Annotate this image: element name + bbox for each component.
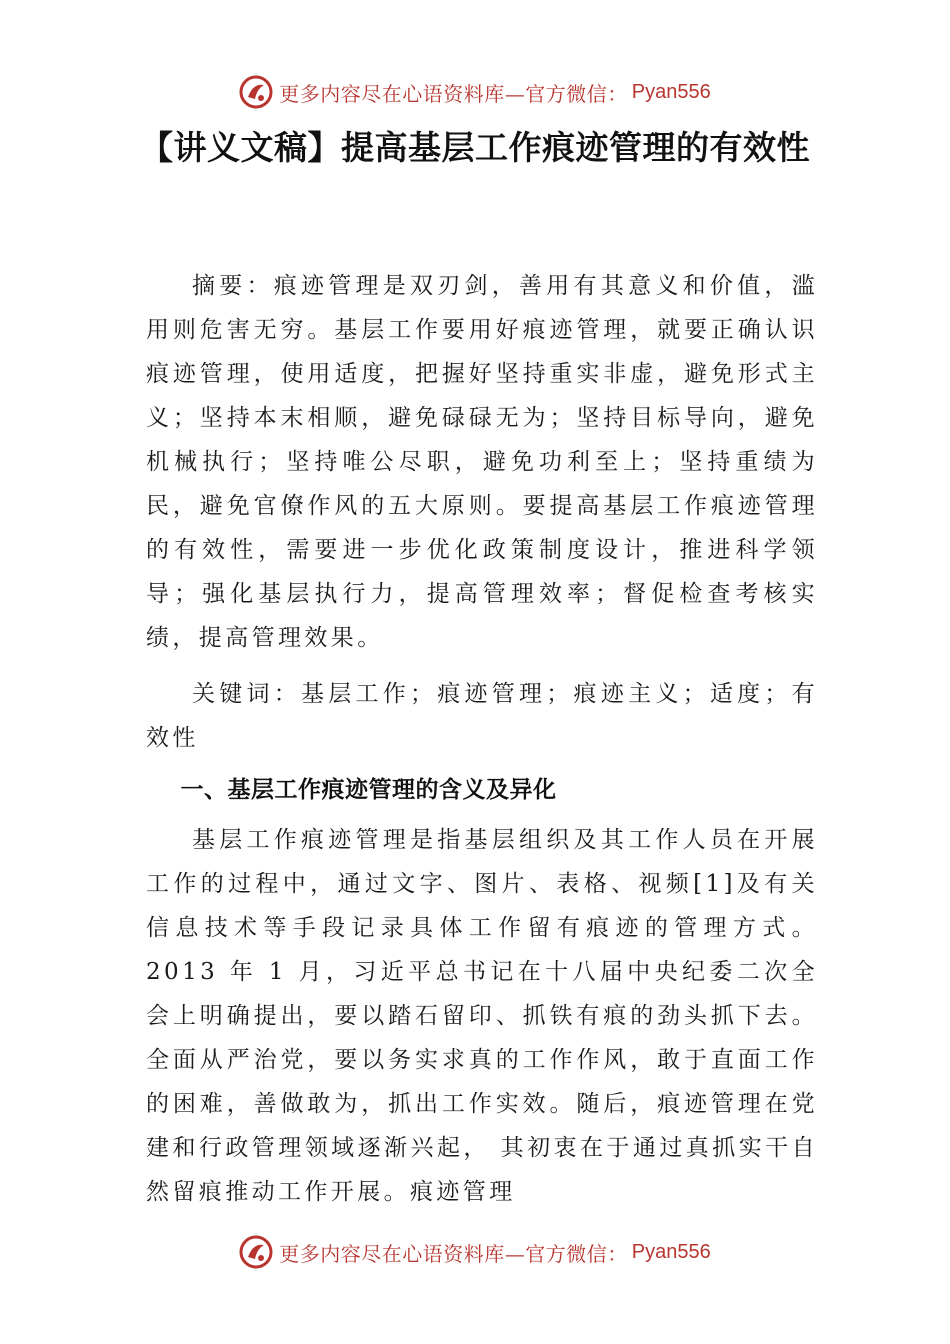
document-title: 【讲义文稿】提高基层工作痕迹管理的有效性 <box>140 128 810 167</box>
watermark-footer <box>0 1232 950 1272</box>
abstract-paragraph: 摘要：痕迹管理是双刃剑，善用有其意义和价值，滥用则危害无穷。基层工作要用好痕迹管理，就要正确认识痕迹管理，使用适度，把握好坚持重实非虚，避免形式主义；坚持本末相顺，避免碌碌无为；坚持目标导向，避免机械执行；坚持唯公尽职，避免功利至上；坚持重绩为民，避免官僚作风的五大原则。要提高基层工作痕迹管理的有效性，需要进一步优化政策制度设计，推进科学领导；强化基层执行力，提高管理效率；督促检查考核实绩，提高管理效果。 <box>146 273 818 651</box>
keywords-line: 关键词：基层工作；痕迹管理；痕迹主义；适度；有效性 <box>146 681 818 751</box>
section-heading: 一、基层工作痕迹管理的含义及异化 <box>180 777 557 803</box>
brush-seal-icon <box>239 1235 273 1269</box>
watermark-header <box>0 72 950 112</box>
watermark-text: 更多内容尽在心语资料库—官方微信： <box>279 1241 628 1266</box>
watermark-wechat-id: Pyan556 <box>631 1240 711 1263</box>
brush-seal-icon <box>239 75 273 109</box>
document-body <box>146 264 818 1214</box>
watermark-text: 更多内容尽在心语资料库—官方微信： <box>279 81 628 106</box>
body-paragraph: 基层工作痕迹管理是指基层组织及其工作人员在开展工作的过程中，通过文字、图片、表格、视频[1]及有关信息技术等手段记录具体工作留有痕迹的管理方式。2013 年 1 月，习近平总书记在十八届中央纪委二次全会上明确提出，要以踏石留印、抓铁有痕的劲头抓下去。全面从严治党，要以务实求真的工作作风，敢于直面工作的困难，善做敢为，抓出工作实效。随后，痕迹管理在党建和行政管理领域逐渐兴起， 其初衷在于通过真抓实干自然留痕推动工作开展。痕迹管理 <box>146 827 818 1205</box>
watermark-wechat-id: Pyan556 <box>631 80 711 103</box>
